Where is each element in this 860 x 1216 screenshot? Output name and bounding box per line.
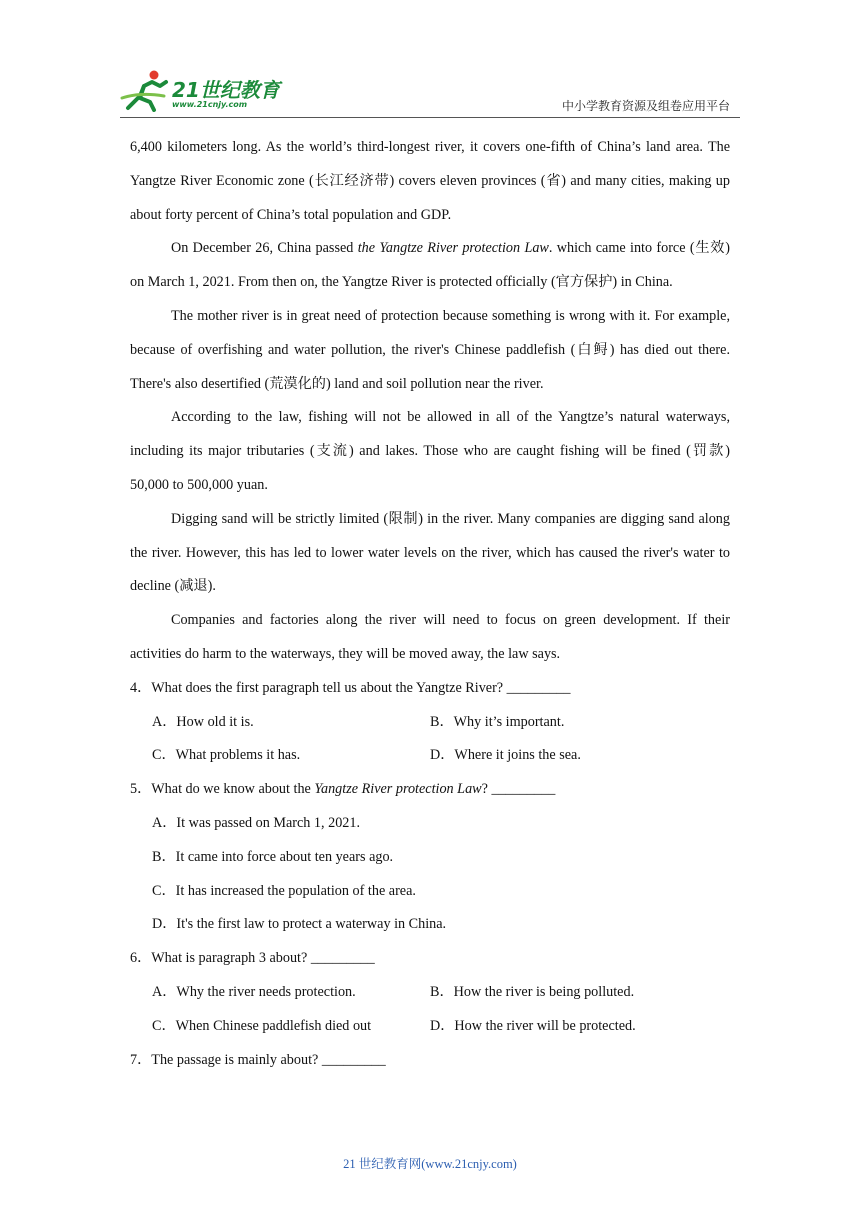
q4-option-d[interactable]: D．Where it joins the sea. (430, 747, 581, 764)
logo-url: www.21cnjy.com (172, 100, 248, 109)
paragraph-1: 6,400 kilometers long. As the world’s third-longest river, it covers one-fifth of China’s land area. The Yangtze River Economic zone (长江经济带) covers eleven provinces (省) and many cities, making up about forty percent of China’s total population and GDP. (130, 139, 730, 223)
law-title: the Yangtze River protection Law (357, 240, 549, 257)
header-divider (120, 117, 740, 118)
paragraph-3: The mother river is in great need of protection because something is wrong with it. For example, because of overfishing and water pollution, the river's Chinese paddlefish (白鲟) has died out there. There's also desertified (荒漠化的) land and soil pollution near the river. (130, 307, 730, 392)
question-7: 7．The passage is mainly about? _________ (130, 1051, 386, 1068)
runner-icon (120, 68, 172, 112)
question-5-options (130, 807, 730, 942)
q4-option-a[interactable]: A．How old it is. (152, 713, 254, 730)
paragraph-4: According to the law, fishing will not be allowed in all of the Yangtze’s natural waterways, including its major tributaries (支流) and lakes. Those who are caught fishing will be fined (罚款) 50,000 to 500,000 yuan. (130, 409, 730, 493)
document-body (130, 131, 730, 1077)
q4-option-b[interactable]: B．Why it’s important. (430, 713, 565, 730)
question-6: 6．What is paragraph 3 about? _________ (130, 950, 375, 967)
logo-text: 21世纪教育 (172, 78, 280, 102)
paragraph-6: Companies and factories along the river will need to focus on green development. If their activities do harm to the waterways, they will be moved away, the law says. (130, 612, 730, 662)
q5-stem-start: 5．What do we know about the (130, 781, 315, 798)
q5-option-b[interactable]: B．It came into force about ten years ago. (152, 848, 394, 865)
question-4-options (130, 706, 730, 774)
q4-option-c[interactable]: C．What problems it has. (152, 747, 301, 764)
paragraph-2-end: . which came into force (生效) on March 1, 2021. From then on, the Yangtze River is protected officially (官方保护) in China. (130, 240, 730, 291)
platform-title: 中小学教育资源及组卷应用平台 (561, 99, 730, 113)
q6-option-d[interactable]: D．How the river will be protected. (430, 1017, 636, 1034)
question-5 (130, 773, 730, 807)
q6-option-a[interactable]: A．Why the river needs protection. (152, 983, 356, 1000)
q5-law-title: Yangtze River protection Law (314, 781, 482, 798)
paragraph-2 (130, 232, 730, 300)
site-logo[interactable] (120, 68, 295, 114)
page-header (120, 62, 740, 118)
page-footer[interactable]: 21 世纪教育网(www.21cnjy.com) (343, 1157, 517, 1171)
paragraph-5: Digging sand will be strictly limited (限制) in the river. Many companies are digging sand along the river. However, this has led to lower water levels on the river, which has caused the river's water to decline (减退). (130, 510, 730, 595)
q5-option-c[interactable]: C．It has increased the population of the area. (152, 882, 416, 899)
question-6-options (130, 976, 730, 1044)
q5-option-d[interactable]: D．It's the first law to protect a waterway in China. (152, 916, 447, 933)
q6-option-b[interactable]: B．How the river is being polluted. (430, 983, 635, 1000)
q6-option-c[interactable]: C．When Chinese paddlefish died out (152, 1017, 372, 1034)
q5-option-a[interactable]: A．It was passed on March 1, 2021. (152, 814, 361, 831)
q5-stem-end: ? _________ (481, 781, 556, 798)
question-4: 4．What does the first paragraph tell us about the Yangtze River? _________ (130, 679, 571, 696)
paragraph-2-start: On December 26, China passed (171, 240, 358, 257)
